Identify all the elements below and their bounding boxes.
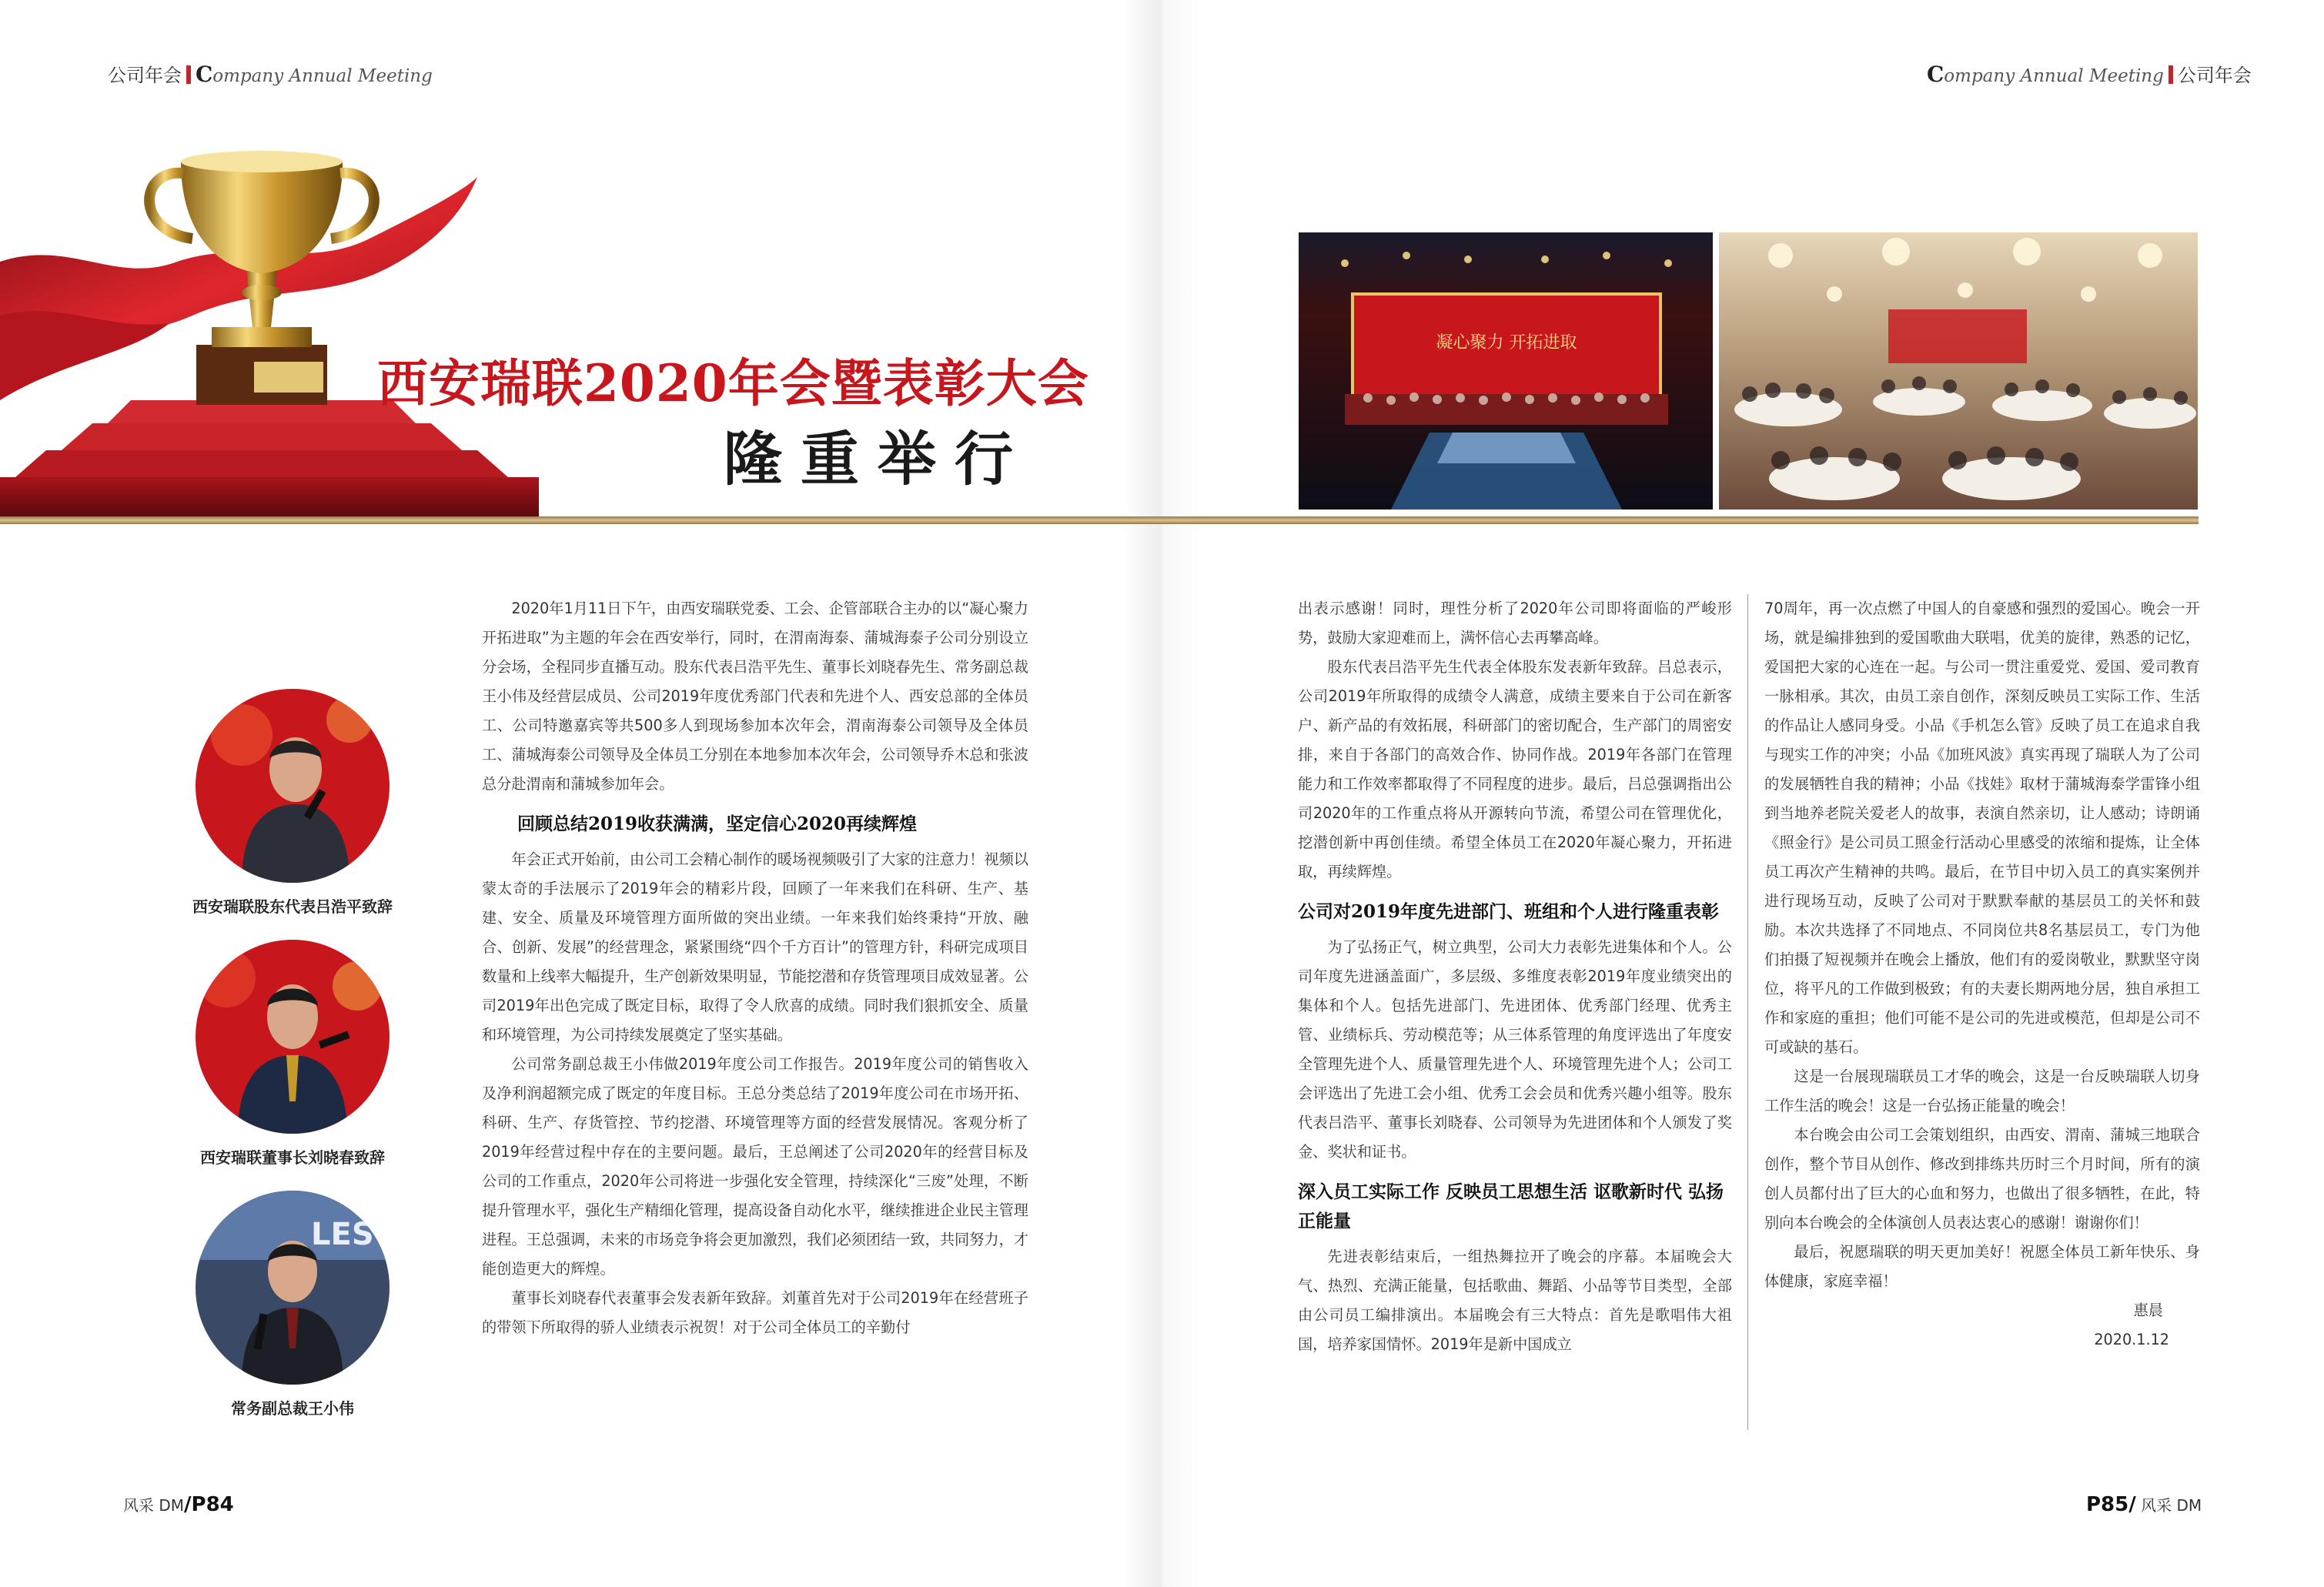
folio-left-mag: 风采 DM (123, 1496, 185, 1515)
folio-right-page: P85 (2086, 1493, 2129, 1516)
caption-2: 西安瑞联董事长刘晓春致辞 (200, 1148, 385, 1167)
stage-photo-image (1299, 232, 1713, 510)
section-heading: 深入员工实际工作 反映员工思想生活 讴歌新时代 弘扬正能量 (1298, 1181, 1724, 1231)
header-left-cn: 公司年会 (108, 65, 182, 86)
stage-banner-text: 凝心聚力 开拓进取 (1436, 333, 1577, 352)
svg-text:LES: LES (311, 1217, 374, 1252)
banquet-photo-image (1719, 232, 2198, 510)
paragraph: 2020年1月11日下午，由西安瑞联党委、工会、企管部联合主办的以“凝心聚力 开拓进取”为主题的年会在西安举行，同时，在渭南海泰、蒲城海泰子公司分别设立分会场，全程同步直播互动。股东代表吕浩平先生、董事长刘晓春先生、常务副总裁王小伟及经营层成员、公司2019年度优秀部门代表和先进个人、西安总部的全体员工、公司特邀嘉宾等共500多人到现场参加本次年会，渭南海泰公司领导及全体员工、蒲城海泰公司领导及全体员工分别在本地参加本次年会，公司领导乔木总和张波总分赴渭南和蒲城参加年会。 (482, 600, 1028, 793)
main-title: 西安瑞联2020年会暨表彰大会 (377, 353, 1089, 413)
header-right-en: Company Annual Meeting (1927, 62, 2164, 87)
article-column-3 (1764, 594, 2200, 1355)
paragraph: 年会正式开始前，由公司工会精心制作的暖场视频吸引了大家的注意力！视频以蒙太奇的手法展示了2019年会的精彩片段，回顾了一年来我们在科研、生产、基建、安全、质量及环境管理方面所做的突出业绩。一年来我们始终秉持“开放、融合、创新、发展”的经营理念，紧紧围绕“四个千方百计”的管理方针，科研完成项目数量和上线率大幅提升，生产创新效果明显，节能挖潜和存货管理项目成效显著。公司2019年出色完成了既定目标，取得了令人欣喜的成绩。同时我们狠抓安全、质量和环境管理，为公司持续发展奠定了坚实基础。 (482, 850, 1028, 1044)
folio-left-page: P84 (191, 1493, 234, 1516)
caption-3: 常务副总裁王小伟 (231, 1399, 354, 1418)
page-gutter-shadow (1124, 0, 1201, 1587)
trophy-illustration (0, 146, 539, 520)
portrait-wang-xiaowei (196, 1191, 390, 1385)
caption-1: 西安瑞联股东代表吕浩平致辞 (192, 897, 393, 916)
speaker-photo (196, 940, 390, 1134)
paragraph: 先进表彰结束后，一组热舞拉开了晚会的序幕。本届晚会大气、热烈、充满正能量，包括歌曲、舞蹈、小品等节目类型，全部由公司员工编排演出。本届晚会有三大特点：首先是歌唱伟大祖国，培养家国情怀。2019年是新中国成立 (1298, 1248, 1732, 1353)
article-column-1 (482, 594, 1028, 1342)
folio-right (2086, 1493, 2202, 1516)
paragraph: 本台晚会由公司工会策划组织，由西安、渭南、蒲城三地联合创作，整个节目从创作、修改到排练共历时三个月时间，所有的演创人员都付出了巨大的心血和努力，也做出了很多牺牲，在此，特别向本台晚会的全体演创人员表达衷心的感谢！谢谢你们！ (1764, 1126, 2200, 1231)
column-divider (1747, 594, 1748, 1430)
main-subtitle: 隆重举行 (724, 425, 1032, 493)
paragraph: 这是一台展现瑞联员工才华的晚会，这是一台反映瑞联人切身工作生活的晚会！这是一台弘扬正能量的晚会！ (1764, 1067, 2200, 1114)
folio-left (123, 1493, 234, 1516)
header-left-divider (186, 65, 191, 84)
article-column-2 (1298, 594, 1732, 1359)
folio-right-sep: / (2128, 1493, 2136, 1516)
portrait-lv-haoping (196, 689, 390, 883)
section-heading: 回顾总结2019收获满满，坚定信心2020再续辉煌 (517, 814, 918, 834)
portrait-liu-xiaochun (196, 940, 390, 1134)
paragraph: 董事长刘晓春代表董事会发表新年致辞。刘董首先对于公司2019年在经营班子的带领下所取得的骄人业绩表示祝贺！对于公司全体员工的辛勤付 (482, 1289, 1028, 1336)
paragraph: 最后，祝愿瑞联的明天更加美好！祝愿全体员工新年快乐、身体健康，家庭幸福！ (1764, 1243, 2200, 1290)
header-left-en: Company Annual Meeting (196, 62, 433, 87)
header-right-divider (2169, 65, 2173, 84)
paragraph: 公司常务副总裁王小伟做2019年度公司工作报告。2019年度公司的销售收入及净利润超额完成了既定的年度目标。王总分类总结了2019年度公司在市场开拓、科研、生产、存货管控、节约挖潜、环境管理等方面的经营发展情况。客观分析了2019年经营过程中存在的主要问题。最后，王总阐述了公司2020年的经营目标及公司的工作重点，2020年公司将进一步强化安全管理，持续深化“三废”处理，不断提升管理水平，强化生产精细化管理，提高设备自动化水平，继续推进企业民主管理进程。王总强调，未来的市场竞争将会更加激烈，我们必须团结一致，共同努力，才能创造更大的辉煌。 (482, 1055, 1028, 1278)
author: 惠晨 (2133, 1301, 2163, 1319)
paragraph: 出表示感谢！同时，理性分析了2020年公司即将面临的严峻形势，鼓励大家迎难而上，满怀信心去再攀高峰。 (1298, 600, 1732, 646)
title-divider-line (0, 516, 2199, 524)
paragraph: 为了弘扬正气，树立典型，公司大力表彰先进集体和个人。公司年度先进涵盖面广，多层级、多维度表彰2019年度业绩突出的集体和个人。包括先进部门、先进团体、优秀部门经理、优秀主管、业绩标兵、劳动模范等；从三体系管理的角度评选出了年度安全管理先进个人、质量管理先进个人、环境管理先进个人；公司工会评选出了先进工会小组、优秀工会会员和优秀兴趣小组等。股东代表吕浩平、董事长刘晓春、公司领导为先进团体和个人颁发了奖金、奖状和证书。 (1298, 938, 1732, 1161)
header-left (108, 60, 433, 87)
paragraph: 股东代表吕浩平先生代表全体股东发表新年致辞。吕总表示，公司2019年所取得的成绩令人满意，成绩主要来自于公司在新客户、新产品的有效拓展，科研部门的密切配合，生产部门的周密安排，来自于各部门的高效合作、协同作战。2019年各部门在管理能力和工作效率都取得了不同程度的进步。最后，吕总强调指出公司2020年的工作重点将从开源转向节流，希望公司在管理优化，挖潜创新中再创佳绩。希望全体员工在2020年凝心聚力，开拓进取，再续辉煌。 (1298, 658, 1732, 880)
section-heading: 公司对2019年度先进部门、班组和个人进行隆重表彰 (1298, 901, 1720, 922)
folio-left-sep: / (184, 1493, 192, 1516)
date: 2020.1.12 (2094, 1331, 2169, 1348)
header-right (1927, 60, 2252, 87)
speaker-photo (196, 1191, 390, 1385)
speaker-photo (196, 689, 390, 883)
banquet-photo (1719, 232, 2198, 510)
paragraph: 70周年，再一次点燃了中国人的自豪感和强烈的爱国心。晚会一开场，就是编排独到的爱国歌曲大联唱，优美的旋律，熟悉的记忆，爱国把大家的心连在一起。与公司一贯注重爱党、爱国、爱司教育一脉相承。其次，由员工亲自创作，深刻反映员工实际工作、生活的作品让人感同身受。小品《手机怎么管》反映了员工在追求自我与现实工作的冲突；小品《加班风波》真实再现了瑞联人为了公司的发展牺牲自我的精神；小品《找娃》取材于蒲城海泰学雷锋小组到当地养老院关爱老人的故事，表演自然亲切，让人感动；诗朗诵《照金行》是公司员工照金行活动心里感受的浓缩和提炼，让全体员工再次产生精神的共鸣。最后，在节目中切入员工的真实案例并进行现场互动，反映了公司对于默默奉献的基层员工的关怀和鼓励。本次共选择了不同地点、不同岗位共8名基层员工，专门为他们拍摄了短视频并在晚会上播放，他们有的爱岗敬业，默默坚守岗位，将平凡的工作做到极致；有的夫妻长期两地分居，独自承担工作和家庭的重担；他们可能不是公司的先进或模范，但却是公司不可或缺的基石。 (1764, 600, 2200, 1056)
stage-photo (1299, 232, 1713, 510)
trophy-icon (0, 146, 539, 520)
folio-right-mag: 风采 DM (2135, 1496, 2202, 1515)
header-right-cn: 公司年会 (2177, 65, 2252, 86)
